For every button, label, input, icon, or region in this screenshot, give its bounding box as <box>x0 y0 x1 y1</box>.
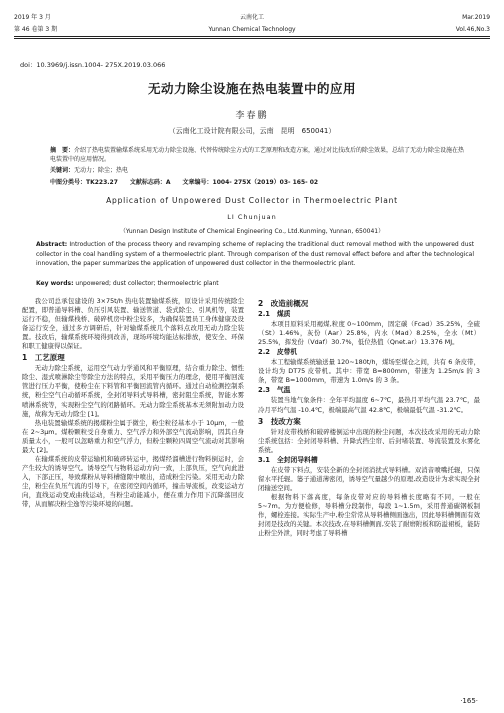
english-abstract-label: Abstract: <box>36 241 68 248</box>
header-date-en: Mar.2019 <box>462 14 491 21</box>
english-keywords-text: unpowered; dust collector; thermoelectric plant <box>73 280 219 287</box>
author: 李春鹏 <box>235 111 269 121</box>
english-affiliation: （Yunnan Design Institute of Chemical Engineering Co., Ltd.Kunming, Yunnan, 650041） <box>119 228 385 235</box>
journal-header-row-1 <box>14 14 490 22</box>
keywords-label: 关键词： <box>50 167 75 174</box>
section-3-1-paragraph-2: 根据物料下落高度，每条皮带对应的导料槽长度略有不同，一般在 5~7m。为方便检修，导料槽分段制作，每段 1~1.5m，采用普通碳钢板制作，螺栓连接。实际生产中,粉尘常常从导料槽侧面逸出，因此导料槽侧面有效封闭是技改的关键。本次技改,在导料槽侧面,安装了耐磨附板和防溢裙板，能防止粉尘外泄，同时考虑了导料槽 <box>258 492 480 538</box>
english-abstract-text: Introduction of the process theory and revamping scheme of replacing the traditional duct removal method with the unpowered dust collector in the coal handling system of a thermoelectric plant. Through comparison of the dust removal effect before and after the technological innovation, the paper summarizes the application of unpowered dust collector in the thermoelectric plant. <box>36 241 474 268</box>
section-2-1-heading: 2.1 煤质 <box>258 310 291 319</box>
page-number: ·165· <box>460 697 478 705</box>
section-3-heading: 3 技改方案 <box>258 416 301 426</box>
section-2-1-paragraph: 本项目原料采用褐煤,粒度 0~100mm，固定碳（Fcad）35.25%，全硫（St）1.46%，灰份（Aar）25.8%，内水（Mad）8.25%，全水（Mt）25.5%，挥发份（Vdaf）30.7%，低位热值（Qnet.ar）13.376 MJ。 <box>258 320 480 347</box>
english-keywords <box>36 280 474 287</box>
section-1-heading: 1 工艺原理 <box>22 353 65 363</box>
section-2-3-heading: 2.3 气温 <box>258 386 291 395</box>
section-3-1-heading: 3.1 全封闭导料槽 <box>258 455 318 464</box>
header-rule <box>14 36 490 37</box>
left-column <box>22 297 244 509</box>
section-2-3-paragraph: 装置当地气象条件：全年平均温度 6~7℃，最热月平均气温 23.7℃，最冷月平均气温 -10.4℃，极端最高气温 42.8℃，极端最低气温 -31.2℃。 <box>258 396 480 414</box>
classification <box>50 179 466 188</box>
keywords-cn <box>50 167 466 176</box>
header-journal-en: Yunnan Chemical Technology <box>208 26 296 33</box>
section-1-paragraph-1: 无动力除尘系统，运用空气动力学通风和平衡原理，结合重力除尘、惯性除尘、湿式喷淋除尘等除尘方法的特点，采用平衡压力的理念，使用平衡回流管进行压力平衡，使粉尘在下料管和平衡回流管内循环。通过自动检测控制系统，粉尘空气自动循环系统，全封闭导料式导料槽，密封阻尘系统，智能水雾喷淋系统等，实现粉尘空气的闭路循环。无动力除尘系统基本无须附加动力设施，故称为无动力除尘 [1]。 <box>22 364 244 418</box>
abstract-label: 摘 要： <box>50 147 75 154</box>
abstract-text: 介绍了热电装置输煤系统采用无动力除尘设施、代替传统除尘方式的工艺原理和改造方案，通过对比技改后的除尘效果，总结了无动力除尘设施在热电装置中的应用情况。 <box>50 147 465 163</box>
section-2-2-heading: 2.2 皮带机 <box>258 348 298 357</box>
journal-header-row-2 <box>14 26 490 34</box>
english-abstract <box>36 240 474 269</box>
header-journal-cn: 云南化工 <box>240 14 265 21</box>
section-3-1-paragraph-1: 在皮带下料点，安装全新的全封闭消扰式导料槽。双消音喷嘴托辊，只保留水平托辊。篓子通道薄密闭，诱导空气量越少的原理,改造设计为求实现全封闭输送空间。 <box>258 465 480 492</box>
right-column <box>258 297 480 538</box>
english-author: LI Chunjuan <box>227 213 277 221</box>
abstract-cn <box>50 147 466 164</box>
header-volume-cn: 第 46 卷第 3 期 <box>14 26 58 33</box>
doi[interactable]: doi：10.3969/j.issn.1004- 275X.2019.03.066 <box>20 61 166 69</box>
header-date-cn: 2019 年 3 月 <box>14 14 51 21</box>
section-2-2-paragraph: 本工程输煤系统输送量 120~180t/h，煤场至煤仓之间，共有 6 条皮带，设计均为 DT75 皮带机。其中：带宽 B=800mm，带速为 1.25m/s 的 3 条，带宽 B=1000mm，带速为 1.0m/s 的 3 条。 <box>258 358 480 385</box>
section-3-paragraph: 针对皮带栈桥和破碎楼倒运中出现的粉尘问题，本次技改采用的无动力除尘系统包括：全封闭导料槽、升降式挡尘帘、后封堵装置、导流装置及水雾化系统。 <box>258 427 480 454</box>
english-keywords-label: Key words: <box>36 280 74 287</box>
english-title: Application of Unpowered Dust Collector in Thermoelectric Plant <box>106 196 398 205</box>
affiliation: （云南化工设计院有限公司，云南 昆明 650041） <box>168 127 336 135</box>
header-rule-thin <box>14 38 490 39</box>
section-1-paragraph-2: 热电装置输煤系统的揭煤粉尘属于微尘，粉尘粒径基本小于 10μm，一般在 2~3μm。煤粉颗粒受自身重力、空气浮力和外部空气流动影响，因其自身质量太小，一般可以忽略重力和空气浮力，但粉尘颗粒四周空气流动对其影响最大 [2]。 <box>22 418 244 454</box>
classification-text: 中图分类号：TK223.27 文献标志码：A 文章编号：1004- 275X（2019）03- 165- 02 <box>50 179 319 186</box>
section-2-heading: 2 改造前概况 <box>258 299 309 308</box>
paper-title: 无动力除尘设施在热电装置中的应用 <box>147 81 356 96</box>
header-volume-en: Vol.46,No.3 <box>455 26 491 33</box>
keywords-text: 无动力；除尘；热电 <box>74 167 129 174</box>
section-1-paragraph-3: 在输煤系统的皮带运输机和破碎转运中，揭煤经溜槽进行物料倒运时，会产生较大的诱导空气。诱导空气与物料运动方向一致，上部负压，空气向此进入，下部正压，导致煤粉从导料槽缝隙中喷出，造成粉尘污染。采用无动力除尘，粉尘在负压气流的引导下，在密闭空间内循环，撞击导流板，改变运动方向，直线运动变成曲线运动，当粉尘动能减小，便在重力作用下沉降落回皮带，从而解决粉尘逸等污染环境的问题。 <box>22 454 244 509</box>
intro-paragraph: 我公司总承包建设的 3×75t/h 热电装置输煤系统，原设计采用传统除尘配置，即普通导料槽、负压引风装置、输送管道、袋式除尘、引风机等，装置运行不稳，但输煤栈桥、破碎机房中粉尘较多，为确保装置员工身体健康及设备运行安全，通过多方调研后，针对输煤系统几个落料点改用无动力除尘装置。技改后，输煤系统环境得到改善，现场环境均能达标排放，使安全、环保和职工健康得以保证。 <box>22 297 244 351</box>
